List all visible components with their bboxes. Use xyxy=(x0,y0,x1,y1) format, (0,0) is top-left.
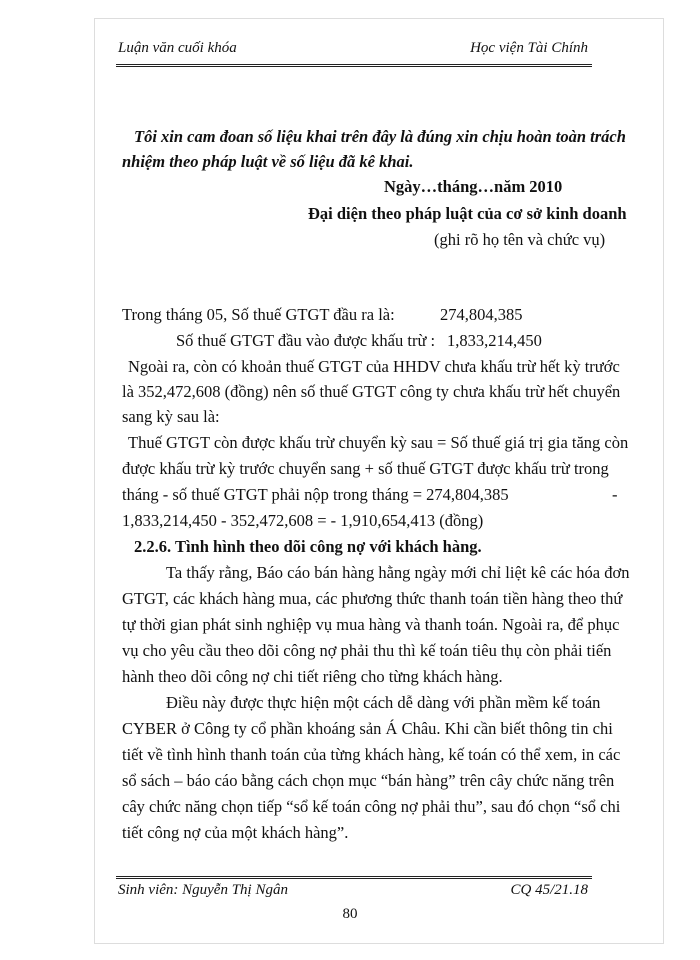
input-tax-value: 1,833,214,450 xyxy=(447,331,542,350)
carryover-paragraph-line-2: là 352,472,608 (đồng) nên số thuế GTGT công ty chưa khấu trừ hết chuyển xyxy=(122,382,621,401)
section-heading: 2.2.6. Tình hình theo dõi công nợ với khách hàng. xyxy=(134,537,482,556)
declaration-date: Ngày…tháng…năm 2010 xyxy=(384,177,563,196)
section-paragraph-2-line-4: sổ sách – báo cáo bằng cách chọn mục “bán hàng” trên cây chức năng trên xyxy=(122,771,615,790)
declaration-representative: Đại diện theo pháp luật của cơ sở kinh doanh xyxy=(308,204,627,223)
formula-line-3: tháng - số thuế GTGT phải nộp trong tháng = 274,804,385 xyxy=(122,485,509,504)
section-paragraph-1-line-1: Ta thấy rằng, Báo cáo bán hàng hằng ngày mới chỉ liệt kê các hóa đơn xyxy=(166,563,630,582)
section-paragraph-2-line-3: tiết về tình hình thanh toán của từng khách hàng, kế toán có thể xem, in các xyxy=(122,745,621,764)
header-divider xyxy=(116,64,592,67)
section-paragraph-1-line-5: hành theo dõi công nợ chi tiết riêng cho từng khách hàng. xyxy=(122,667,503,686)
formula-line-2: được khấu trừ kỳ trước chuyển sang + số thuế GTGT được khấu trừ trong xyxy=(122,459,609,478)
footer-class-code: CQ 45/21.18 xyxy=(510,882,588,898)
page-number: 80 xyxy=(342,906,358,922)
header-thesis-title: Luận văn cuối khóa xyxy=(118,40,237,56)
section-paragraph-2-line-2: CYBER ở Công ty cổ phần khoáng sản Á Châu. Khi cần biết thông tin chi xyxy=(122,719,613,738)
footer-divider xyxy=(116,876,592,879)
section-paragraph-2-line-6: tiết công nợ của một khách hàng”. xyxy=(122,823,349,842)
section-paragraph-1-line-2: GTGT, các khách hàng mua, các phương thức thanh toán tiền hàng theo thứ xyxy=(122,589,623,608)
section-paragraph-1-line-4: vụ cho yêu cầu theo dõi công nợ phải thu thì kế toán tiêu thụ còn phải tiến xyxy=(122,641,612,660)
declaration-line-1: Tôi xin cam đoan số liệu khai trên đây là đúng xin chịu hoàn toàn trách xyxy=(134,127,626,146)
formula-line-4: 1,833,214,450 - 352,472,608 = - 1,910,654,413 (đồng) xyxy=(122,511,484,530)
declaration-note: (ghi rõ họ tên và chức vụ) xyxy=(434,230,606,249)
declaration-line-2: nhiệm theo pháp luật về số liệu đã kê khai. xyxy=(122,152,414,171)
output-tax-value: 274,804,385 xyxy=(440,305,523,324)
formula-line-1: Thuế GTGT còn được khấu trừ chuyển kỳ sau = Số thuế giá trị gia tăng còn xyxy=(128,433,629,452)
footer-student-name: Sinh viên: Nguyễn Thị Ngân xyxy=(118,882,288,898)
formula-line-3-minus: - xyxy=(612,485,618,504)
section-paragraph-1-line-3: tự thời gian phát sinh nghiệp vụ mua hàng và thanh toán. Ngoài ra, để phục xyxy=(122,615,620,634)
input-tax-label: Số thuế GTGT đầu vào được khấu trừ : xyxy=(176,331,436,350)
section-paragraph-2-line-5: cây chức năng chọn tiếp “sổ kế toán công nợ phải thu”, sau đó chọn “sổ chi xyxy=(122,797,621,816)
section-paragraph-2-line-1: Điều này được thực hiện một cách dễ dàng với phần mềm kế toán xyxy=(166,693,601,712)
output-tax-label: Trong tháng 05, Số thuế GTGT đầu ra là: xyxy=(122,305,395,324)
carryover-paragraph-line-3: sang kỳ sau là: xyxy=(122,407,220,426)
page-header xyxy=(118,40,588,64)
page-footer xyxy=(118,882,588,904)
carryover-paragraph-line-1: Ngoài ra, còn có khoản thuế GTGT của HHDV chưa khấu trừ hết kỳ trước xyxy=(128,357,620,376)
header-institution: Học viện Tài Chính xyxy=(470,40,588,56)
